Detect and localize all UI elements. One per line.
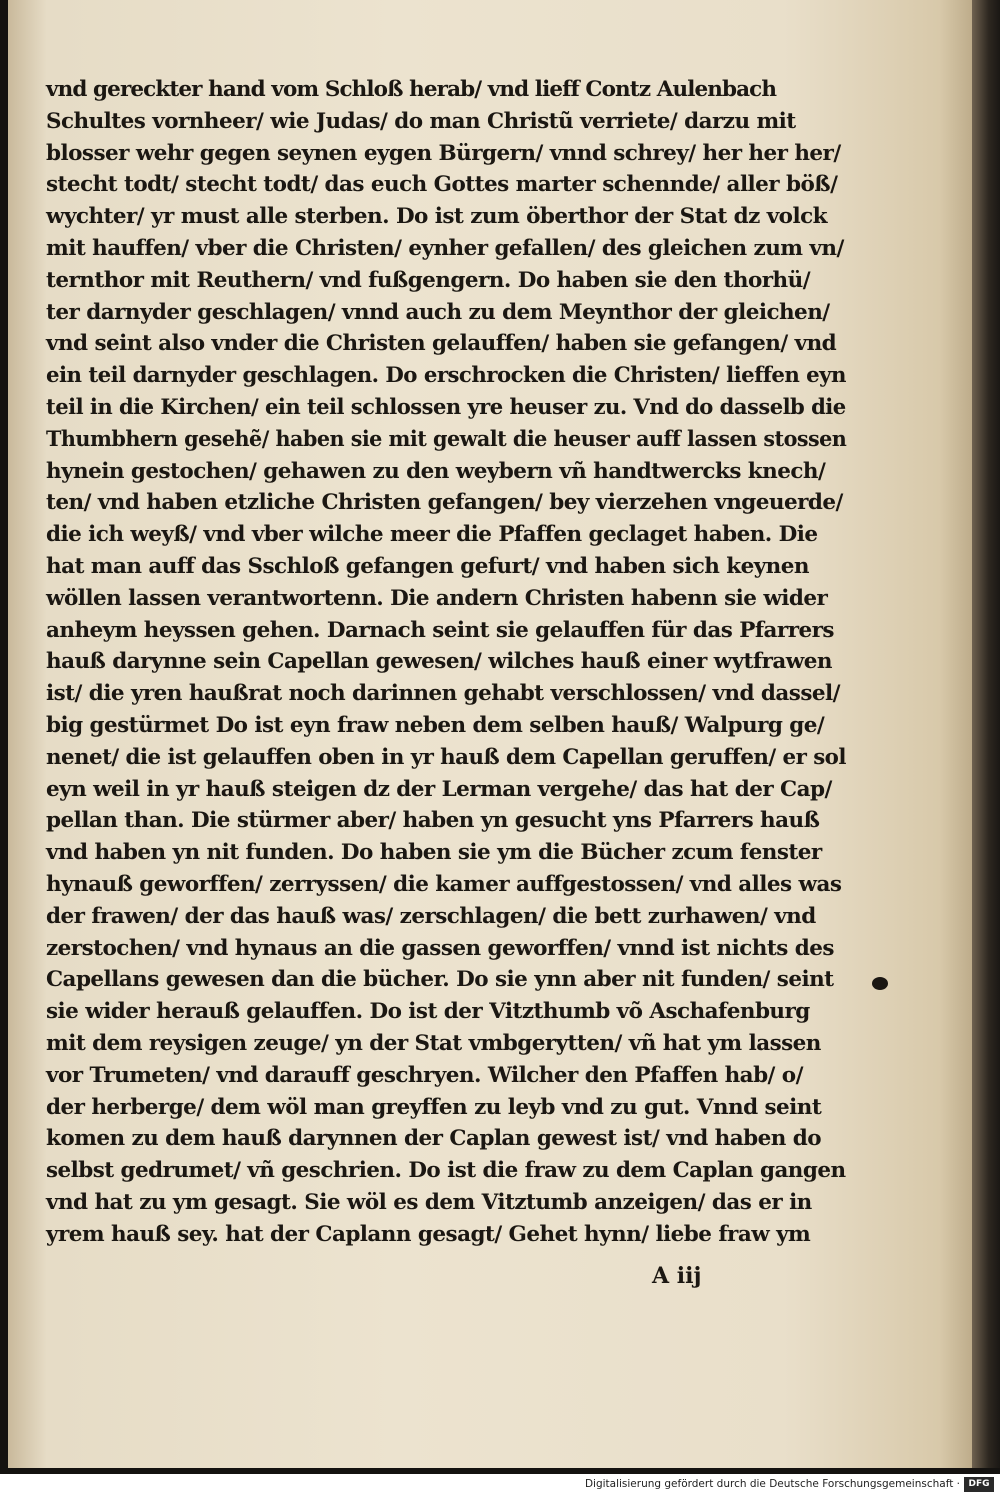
text-line: vnd gereckter hand vom Schloß herab/ vnd lieff Contz Aulenbach xyxy=(46,77,777,102)
page-edge xyxy=(972,0,1000,1468)
text-line: blosser wehr gegen seynen eygen Bürgern/ vnnd schrey/ her her her/ xyxy=(46,140,841,166)
footer-bar xyxy=(0,1474,1000,1496)
text-line: eyn weil in yr hauß steigen dz der Lerman vergehe/ das hat der Cap/ xyxy=(46,776,832,802)
text-line: der frawen/ der das hauß was/ zerschlagen/ die bett zurhawen/ vnd xyxy=(46,903,816,929)
text-line: anheym heyssen gehen. Darnach seint sie gelauffen für das Pfarrers xyxy=(46,617,834,643)
text-line: big gestürmet Do ist eyn fraw neben dem selben hauß/ Walpurg ge/ xyxy=(46,712,825,738)
text-line: hat man auff das Sschloß gefangen gefurt/ vnd haben sich keynen xyxy=(46,553,809,579)
text-line: vnd seint also vnder die Christen gelauffen/ haben sie gefangen/ vnd xyxy=(46,331,837,357)
text-line: vor Trumeten/ vnd darauff geschryen. Wilcher den Pfaffen hab/ o/ xyxy=(46,1062,803,1088)
funding-credit: Digitalisierung gefördert durch die Deutsche Forschungsgemeinschaft · xyxy=(584,1478,960,1490)
text-line: Schultes vornheer/ wie Judas/ do man Christũ verriete/ darzu mit xyxy=(46,108,796,134)
dfg-logo-icon[interactable]: DFG xyxy=(964,1477,994,1492)
signature-mark: A iij xyxy=(652,1263,702,1289)
text-line: yrem hauß sey. hat der Caplann gesagt/ Gehet hynn/ liebe fraw ym xyxy=(46,1221,811,1247)
page-text xyxy=(46,74,846,1250)
text-line: die ich weyß/ vnd vber wilche meer die Pfaffen geclaget haben. Die xyxy=(46,522,818,548)
text-line: ternthor mit Reuthern/ vnd fußgengern. Do haben sie den thorhü/ xyxy=(46,267,811,293)
text-line: hynauß geworffen/ zerryssen/ die kamer auffgestossen/ vnd alles was xyxy=(46,871,842,897)
text-line: komen zu dem hauß darynnen der Caplan gewest ist/ vnd haben do xyxy=(46,1126,821,1152)
ink-blot xyxy=(872,977,888,990)
text-line: Thumbhern gesehẽ/ haben sie mit gewalt die heuser auff lassen stossen xyxy=(46,426,847,452)
text-line: vnd haben yn nit funden. Do haben sie ym die Bücher zcum fenster xyxy=(46,840,822,866)
text-line: nenet/ die ist gelauffen oben in yr hauß dem Capellan geruffen/ er sol xyxy=(46,744,846,770)
text-line: pellan than. Die stürmer aber/ haben yn gesucht yns Pfarrers hauß xyxy=(46,808,820,834)
text-line: hynein gestochen/ gehawen zu den weybern vñ handtwercks knech/ xyxy=(46,458,826,484)
text-line: hauß darynne sein Capellan gewesen/ wilches hauß einer wytfrawen xyxy=(46,649,832,675)
text-line: sie wider herauß gelauffen. Do ist der Vitzthumb võ Aschafenburg xyxy=(46,999,810,1025)
text-line: vnd hat zu ym gesagt. Sie wöl es dem Vitztumb anzeigen/ das er in xyxy=(46,1189,812,1215)
text-line: wychter/ yr must alle sterben. Do ist zum öberthor der Stat dz volck xyxy=(46,204,827,230)
text-line: zerstochen/ vnd hynaus an die gassen geworffen/ vnnd ist nichts des xyxy=(46,935,834,961)
text-line: Capellans gewesen dan die bücher. Do sie ynn aber nit funden/ seint xyxy=(46,967,834,993)
text-line: teil in die Kirchen/ ein teil schlossen yre heuser zu. Vnd do dasselb die xyxy=(46,394,846,420)
text-line: mit hauffen/ vber die Christen/ eynher gefallen/ des gleichen zum vn/ xyxy=(46,235,844,261)
text-line: ten/ vnd haben etzliche Christen gefangen/ bey vierzehen vngeuerde/ xyxy=(46,490,843,516)
text-line: wöllen lassen verantwortenn. Die andern Christen habenn sie wider xyxy=(46,585,828,611)
book-page xyxy=(8,0,978,1468)
text-line: ein teil darnyder geschlagen. Do erschrocken die Christen/ lieffen eyn xyxy=(46,363,846,389)
text-line: ist/ die yren haußrat noch darinnen gehabt verschlossen/ vnd dassel/ xyxy=(46,681,840,707)
text-line: der herberge/ dem wöl man greyffen zu leyb vnd zu gut. Vnnd seint xyxy=(46,1094,822,1120)
text-line: mit dem reysigen zeuge/ yn der Stat vmbgerytten/ vñ hat ym lassen xyxy=(46,1030,821,1056)
text-line: ter darnyder geschlagen/ vnnd auch zu dem Meynthor der gleichen/ xyxy=(46,299,830,325)
text-line: selbst gedrumet/ vñ geschrien. Do ist die fraw zu dem Caplan gangen xyxy=(46,1158,846,1184)
text-line: stecht todt/ stecht todt/ das euch Gottes marter schennde/ aller böß/ xyxy=(46,172,838,198)
